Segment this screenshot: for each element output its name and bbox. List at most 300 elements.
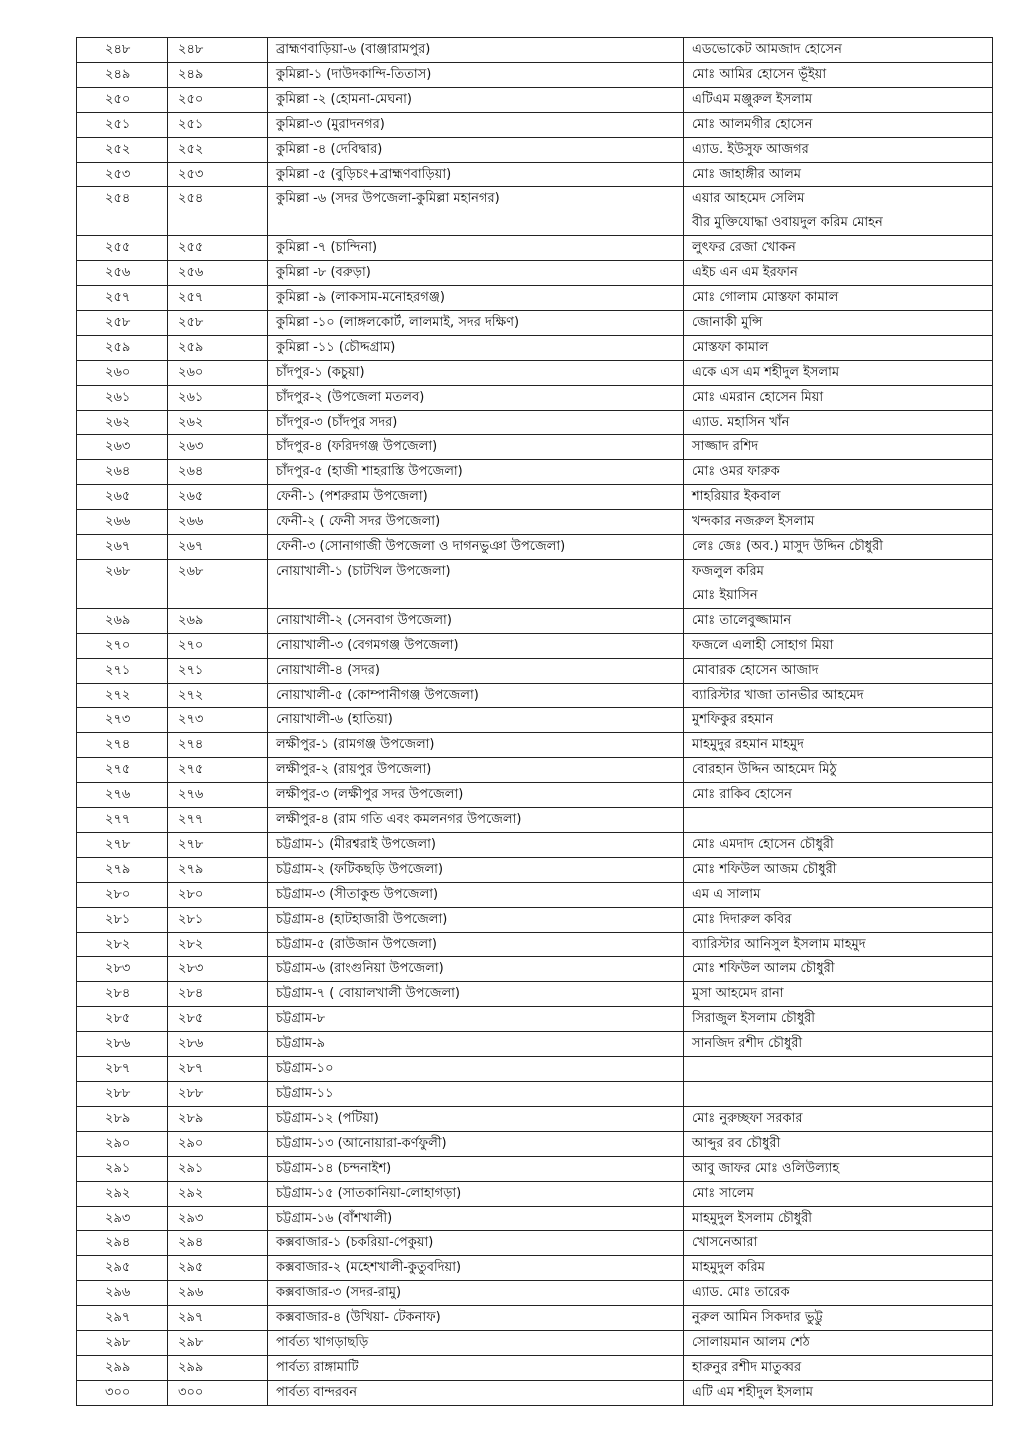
- constituency-cell: কক্সবাজার-১ (চকরিয়া-পেকুয়া): [268, 1231, 684, 1256]
- table-row: [77, 857, 993, 882]
- seat-number-cell: ২৬৫: [168, 485, 268, 510]
- table-row: [77, 658, 993, 683]
- table-row: [77, 1156, 993, 1181]
- constituency-cell: নোয়াখালী-৪ (সদর): [268, 658, 684, 683]
- table-row: [77, 783, 993, 808]
- seat-number-cell: ২৬৭: [168, 535, 268, 560]
- candidate-cell: [684, 1032, 993, 1057]
- table-row: [77, 1231, 993, 1256]
- candidate-name: এ্যাড. ইউসুফ আজগর: [692, 141, 809, 157]
- constituency-cell: কুমিল্লা -৮ (বরুড়া): [268, 261, 684, 286]
- seat-number-cell: ২৫১: [168, 112, 268, 137]
- seat-number-cell: ২৬৩: [168, 435, 268, 460]
- candidate-name: মোঃ ইয়াসিন: [692, 587, 758, 603]
- table-row: [77, 1082, 993, 1107]
- candidate-name: লেঃ জেঃ (অব.) মাসুদ উদ্দিন চৌধুরী: [692, 539, 883, 555]
- candidate-name: মোঃ শফিউল আলম চৌধুরী: [692, 961, 835, 977]
- constituency-cell: লক্ষীপুর-১ (রামগঞ্জ উপজেলা): [268, 733, 684, 758]
- candidate-name: মোঃ দিদারুল কবির: [692, 911, 792, 927]
- candidate-name: লুৎফর রেজা খোকন: [692, 240, 796, 256]
- constituency-cell: চট্টগ্রাম-৭ ( বোয়ালখালী উপজেলা): [268, 982, 684, 1007]
- seat-number-cell: ২৮২: [168, 932, 268, 957]
- serial-number-cell: ২৪৮: [77, 38, 168, 63]
- candidate-cell: [684, 1007, 993, 1032]
- constituency-cell: চট্টগ্রাম-৫ (রাউজান উপজেলা): [268, 932, 684, 957]
- serial-number-cell: ২৯২: [77, 1181, 168, 1206]
- seat-number-cell: ২৯৮: [168, 1331, 268, 1356]
- candidate-name: এ্যাড. মোঃ তারেক: [692, 1285, 790, 1301]
- table-row: [77, 510, 993, 535]
- table-row: [77, 982, 993, 1007]
- serial-number-cell: ২৫৫: [77, 236, 168, 261]
- candidate-cell: [684, 286, 993, 311]
- candidate-cell: [684, 435, 993, 460]
- candidate-cell: [684, 1206, 993, 1231]
- candidate-name: মোঃ আলমগীর হোসেন: [692, 116, 813, 132]
- serial-number-cell: ২৮১: [77, 907, 168, 932]
- candidate-name: খন্দকার নজরুল ইসলাম: [692, 514, 815, 530]
- constituency-cell: লক্ষীপুর-৩ (লক্ষীপুর সদর উপজেলা): [268, 783, 684, 808]
- constituency-cell: কুমিল্লা -১১ (চৌদ্দগ্রাম): [268, 335, 684, 360]
- table-row: [77, 1256, 993, 1281]
- candidate-name: ফজলে এলাহী সোহাগ মিয়া: [692, 637, 834, 653]
- seat-number-cell: ২৮৫: [168, 1007, 268, 1032]
- candidate-cell: [684, 708, 993, 733]
- candidate-name: একে এস এম শহীদুল ইসলাম: [692, 364, 840, 380]
- seat-number-cell: ২৫০: [168, 87, 268, 112]
- document-page: [76, 37, 992, 1406]
- seat-number-cell: ২৯৪: [168, 1231, 268, 1256]
- candidate-cell: [684, 187, 993, 236]
- table-row: [77, 435, 993, 460]
- candidate-name: মোঃ শফিউল আজম চৌধুরী: [692, 861, 837, 877]
- serial-number-cell: ২৭৮: [77, 832, 168, 857]
- candidate-cell: [684, 1131, 993, 1156]
- serial-number-cell: ২৫৯: [77, 335, 168, 360]
- constituency-cell: চাঁদপুর-১ (কচুয়া): [268, 360, 684, 385]
- candidate-name: সোলায়মান আলম শেঠ: [692, 1335, 810, 1351]
- candidate-name: মোঃ ওমর ফারুক: [692, 464, 780, 480]
- candidate-name: [692, 1082, 992, 1106]
- seat-number-cell: ২৬৯: [168, 608, 268, 633]
- candidate-name: মোঃ গোলাম মোস্তফা কামাল: [692, 290, 839, 306]
- table-row: [77, 236, 993, 261]
- serial-number-cell: ২৭৩: [77, 708, 168, 733]
- constituency-cell: চট্টগ্রাম-১৫ (সাতকানিয়া-লোহাগড়া): [268, 1181, 684, 1206]
- serial-number-cell: ২৬১: [77, 385, 168, 410]
- table-row: [77, 1331, 993, 1356]
- seat-number-cell: ২৫৪: [168, 187, 268, 236]
- seat-number-cell: ২৯৫: [168, 1256, 268, 1281]
- candidate-cell: [684, 783, 993, 808]
- constituency-cell: কুমিল্লা -৯ (লাকসাম-মনোহরগঞ্জ): [268, 286, 684, 311]
- constituency-cell: চাঁদপুর-৩ (চাঁদপুর সদর): [268, 410, 684, 435]
- serial-number-cell: ২৮৮: [77, 1082, 168, 1107]
- candidate-name: এ্যাড. মহাসিন খাঁন: [692, 414, 790, 430]
- candidate-name: মোঃ সালেম: [692, 1185, 754, 1201]
- candidate-name: এটি এম শহীদুল ইসলাম: [692, 1384, 813, 1400]
- candidate-cell: [684, 907, 993, 932]
- constituency-cell: নোয়াখালী-১ (চাটখিল উপজেলা): [268, 560, 684, 609]
- candidate-name: বীর মুক্তিযোদ্ধা ওবায়দুল করিম মোহন: [692, 215, 883, 231]
- seat-number-cell: ২৫২: [168, 137, 268, 162]
- table-row: [77, 633, 993, 658]
- candidate-cell: [684, 857, 993, 882]
- table-row: [77, 1206, 993, 1231]
- candidate-cell: [684, 1306, 993, 1331]
- serial-number-cell: ২৬৭: [77, 535, 168, 560]
- candidate-cell: [684, 410, 993, 435]
- serial-number-cell: ২৯৩: [77, 1206, 168, 1231]
- seat-number-cell: ২৪৮: [168, 38, 268, 63]
- candidate-cell: [684, 683, 993, 708]
- candidate-cell: [684, 1156, 993, 1181]
- constituency-cell: কুমিল্লা -৭ (চান্দিনা): [268, 236, 684, 261]
- serial-number-cell: ২৯০: [77, 1131, 168, 1156]
- serial-number-cell: ২৯১: [77, 1156, 168, 1181]
- table-row: [77, 832, 993, 857]
- seat-number-cell: ২৫৯: [168, 335, 268, 360]
- constituency-cell: পার্বত্য খাগড়াছড়ি: [268, 1331, 684, 1356]
- serial-number-cell: ২৫০: [77, 87, 168, 112]
- seat-number-cell: ২৫৮: [168, 310, 268, 335]
- constituency-cell: চট্টগ্রাম-৯: [268, 1032, 684, 1057]
- seat-number-cell: ২৯৬: [168, 1281, 268, 1306]
- candidate-cell: [684, 1231, 993, 1256]
- serial-number-cell: ২৫১: [77, 112, 168, 137]
- candidate-cell: [684, 957, 993, 982]
- constituency-cell: চাঁদপুর-৫ (হাজী শাহরাস্তি উপজেলা): [268, 460, 684, 485]
- table-row: [77, 286, 993, 311]
- serial-number-cell: ২৫৭: [77, 286, 168, 311]
- seat-number-cell: ২৮৯: [168, 1106, 268, 1131]
- table-row: [77, 137, 993, 162]
- constituency-cell: কুমিল্লা -১০ (লাঙ্গলকোর্ট, লালমাই, সদর দক্ষিণ): [268, 310, 684, 335]
- seat-number-cell: ২৬৪: [168, 460, 268, 485]
- seat-number-cell: ২৫৭: [168, 286, 268, 311]
- serial-number-cell: ২৯৪: [77, 1231, 168, 1256]
- constituency-cell: পার্বত্য বান্দরবন: [268, 1380, 684, 1405]
- constituency-cell: পার্বত্য রাঙ্গামাটি: [268, 1355, 684, 1380]
- constituency-cell: চট্টগ্রাম-১৬ (বাঁশখালী): [268, 1206, 684, 1231]
- serial-number-cell: ২৬৯: [77, 608, 168, 633]
- seat-number-cell: ২৮০: [168, 882, 268, 907]
- candidate-cell: [684, 832, 993, 857]
- constituency-cell: কুমিল্লা-১ (দাউদকান্দি-তিতাস): [268, 62, 684, 87]
- candidate-name: মুশফিকুর রহমান: [692, 712, 774, 728]
- constituency-cell: চট্টগ্রাম-৪ (হাটহাজারী উপজেলা): [268, 907, 684, 932]
- table-row: [77, 112, 993, 137]
- table-row: [77, 882, 993, 907]
- serial-number-cell: ২৭২: [77, 683, 168, 708]
- candidate-name: নুরুল আমিন সিকদার ভুট্টু: [692, 1310, 823, 1326]
- serial-number-cell: ২৮৩: [77, 957, 168, 982]
- candidate-name: এটিএম মঞ্জুরুল ইসলাম: [692, 91, 813, 107]
- candidate-cell: [684, 1106, 993, 1131]
- constituency-candidate-table: [76, 37, 993, 1406]
- table-row: [77, 1032, 993, 1057]
- constituency-cell: চট্টগ্রাম-১ (মীরশ্বরাই উপজেলা): [268, 832, 684, 857]
- table-row: [77, 1131, 993, 1156]
- candidate-cell: [684, 62, 993, 87]
- candidate-cell: [684, 733, 993, 758]
- seat-number-cell: ২৮৪: [168, 982, 268, 1007]
- seat-number-cell: ২৫৩: [168, 162, 268, 187]
- candidate-cell: [684, 1281, 993, 1306]
- candidate-cell: [684, 1380, 993, 1405]
- table-row: [77, 261, 993, 286]
- seat-number-cell: ২৭০: [168, 633, 268, 658]
- candidate-name: এডভোকেট আমজাদ হোসেন: [692, 42, 842, 57]
- candidate-name: মাহমুদুল করিম: [692, 1260, 765, 1276]
- candidate-cell: [684, 1256, 993, 1281]
- constituency-cell: চাঁদপুর-৪ (ফরিদগঞ্জ উপজেলা): [268, 435, 684, 460]
- constituency-cell: কুমিল্লা -৬ (সদর উপজেলা-কুমিল্লা মহানগর): [268, 187, 684, 236]
- table-row: [77, 560, 993, 609]
- seat-number-cell: ২৭৩: [168, 708, 268, 733]
- seat-number-cell: ২৬৬: [168, 510, 268, 535]
- candidate-name: মোঃ এমরান হোসেন মিয়া: [692, 389, 824, 405]
- serial-number-cell: ২৭৭: [77, 808, 168, 833]
- table-row: [77, 187, 993, 236]
- candidate-name: আব্দুর রব চৌধুরী: [692, 1135, 781, 1151]
- serial-number-cell: ২৯৫: [77, 1256, 168, 1281]
- constituency-cell: চট্টগ্রাম-২ (ফটিকছড়ি উপজেলা): [268, 857, 684, 882]
- candidate-name: মোঃ তালেবুজ্জামান: [692, 612, 792, 628]
- seat-number-cell: ২৬৮: [168, 560, 268, 609]
- constituency-cell: কক্সবাজার-৪ (উখিয়া- টেকনাফ): [268, 1306, 684, 1331]
- candidate-name: এম এ সালাম: [692, 886, 761, 902]
- table-row: [77, 385, 993, 410]
- seat-number-cell: ২৭৪: [168, 733, 268, 758]
- seat-number-cell: ২৯২: [168, 1181, 268, 1206]
- candidate-cell: [684, 261, 993, 286]
- constituency-cell: ব্রাহ্মণবাড়িয়া-৬ (বাঞ্জারামপুর): [268, 38, 684, 63]
- table-row: [77, 62, 993, 87]
- seat-number-cell: ২৫৫: [168, 236, 268, 261]
- seat-number-cell: ২৮৬: [168, 1032, 268, 1057]
- serial-number-cell: ২৮৬: [77, 1032, 168, 1057]
- serial-number-cell: ২৮২: [77, 932, 168, 957]
- candidate-name: শাহরিয়ার ইকবাল: [692, 489, 781, 505]
- table-row: [77, 535, 993, 560]
- seat-number-cell: ২৭৫: [168, 758, 268, 783]
- candidate-name: [692, 808, 992, 832]
- seat-number-cell: ২৯০: [168, 1131, 268, 1156]
- candidate-name: মোঃ নুরুচ্ছফা সরকার: [692, 1110, 803, 1126]
- serial-number-cell: ২৬২: [77, 410, 168, 435]
- candidate-name: মুসা আহমেদ রানা: [692, 986, 784, 1002]
- candidate-cell: [684, 608, 993, 633]
- constituency-cell: চট্টগ্রাম-১০: [268, 1057, 684, 1082]
- candidate-name: মোঃ এমদাদ হোসেন চৌধুরী: [692, 836, 834, 852]
- candidate-cell: [684, 982, 993, 1007]
- seat-number-cell: ২৬০: [168, 360, 268, 385]
- constituency-cell: কুমিল্লা-৩ (মুরাদনগর): [268, 112, 684, 137]
- serial-number-cell: ২৪৯: [77, 62, 168, 87]
- candidate-cell: [684, 360, 993, 385]
- candidate-name: সাজ্জাদ রশিদ: [692, 439, 759, 455]
- candidate-cell: [684, 932, 993, 957]
- candidate-name: হারুনুর রশীদ মাতুব্বর: [692, 1359, 802, 1375]
- table-row: [77, 1057, 993, 1082]
- table-row: [77, 708, 993, 733]
- candidate-name: সানজিদ রশীদ চৌধুরী: [692, 1036, 803, 1052]
- table-row: [77, 310, 993, 335]
- serial-number-cell: ২৬৫: [77, 485, 168, 510]
- constituency-cell: চট্টগ্রাম-১২ (পটিয়া): [268, 1106, 684, 1131]
- candidate-cell: [684, 460, 993, 485]
- candidate-name: ফজলুল করিম: [692, 564, 764, 579]
- constituency-cell: কক্সবাজার-৩ (সদর-রামু): [268, 1281, 684, 1306]
- seat-number-cell: ২৭১: [168, 658, 268, 683]
- serial-number-cell: ২৮৯: [77, 1106, 168, 1131]
- candidate-name: মোঃ জাহাঙ্গীর আলম: [692, 166, 802, 182]
- table-row: [77, 1106, 993, 1131]
- candidate-name: ব্যারিস্টার আনিসুল ইসলাম মাহমুদ: [692, 936, 866, 952]
- constituency-cell: নোয়াখালী-৫ (কোম্পানীগঞ্জ উপজেলা): [268, 683, 684, 708]
- constituency-cell: কক্সবাজার-২ (মহেশখালী-কুতুবদিয়া): [268, 1256, 684, 1281]
- constituency-cell: ফেনী-২ ( ফেনী সদর উপজেলা): [268, 510, 684, 535]
- candidate-cell: [684, 112, 993, 137]
- serial-number-cell: ২৬৮: [77, 560, 168, 609]
- serial-number-cell: ২৯৯: [77, 1355, 168, 1380]
- candidate-cell: [684, 335, 993, 360]
- serial-number-cell: ২৬০: [77, 360, 168, 385]
- candidate-name: মোস্তফা কামাল: [692, 339, 769, 355]
- constituency-cell: ফেনী-১ (পশরুরাম উপজেলা): [268, 485, 684, 510]
- candidate-cell: [684, 1057, 993, 1082]
- table-row: [77, 1007, 993, 1032]
- candidate-cell: [684, 658, 993, 683]
- serial-number-cell: ২৬৪: [77, 460, 168, 485]
- candidate-cell: [684, 137, 993, 162]
- seat-number-cell: ২৭৭: [168, 808, 268, 833]
- candidate-cell: [684, 236, 993, 261]
- table-row: [77, 460, 993, 485]
- candidate-name: বোরহান উদ্দিন আহমেদ মিঠু: [692, 762, 837, 778]
- constituency-cell: চট্টগ্রাম-৮: [268, 1007, 684, 1032]
- candidate-name: মাহমুদুর রহমান মাহমুদ: [692, 737, 804, 753]
- candidate-cell: [684, 535, 993, 560]
- serial-number-cell: ২৬৬: [77, 510, 168, 535]
- table-row: [77, 410, 993, 435]
- candidate-cell: [684, 1181, 993, 1206]
- seat-number-cell: ২৯১: [168, 1156, 268, 1181]
- constituency-cell: চট্টগ্রাম-১৩ (আনোয়ারা-কর্ণফুলী): [268, 1131, 684, 1156]
- serial-number-cell: ২৫৮: [77, 310, 168, 335]
- seat-number-cell: ২৭৮: [168, 832, 268, 857]
- serial-number-cell: ২৯৮: [77, 1331, 168, 1356]
- constituency-cell: কুমিল্লা -৪ (দেবিদ্বার): [268, 137, 684, 162]
- seat-number-cell: ২৮৭: [168, 1057, 268, 1082]
- seat-number-cell: ২৮৩: [168, 957, 268, 982]
- seat-number-cell: ২৪৯: [168, 62, 268, 87]
- seat-number-cell: ২৯৭: [168, 1306, 268, 1331]
- table-row: [77, 758, 993, 783]
- table-body: [77, 38, 993, 1406]
- constituency-cell: নোয়াখালী-৬ (হাতিয়া): [268, 708, 684, 733]
- constituency-cell: চট্টগ্রাম-১৪ (চন্দনাইশ): [268, 1156, 684, 1181]
- seat-number-cell: ২৭৬: [168, 783, 268, 808]
- candidate-name: সিরাজুল ইসলাম চৌধুরী: [692, 1011, 815, 1027]
- serial-number-cell: ২৯৭: [77, 1306, 168, 1331]
- constituency-cell: চট্টগ্রাম-৩ (সীতাকুন্ড উপজেলা): [268, 882, 684, 907]
- table-row: [77, 1306, 993, 1331]
- serial-number-cell: ২৫২: [77, 137, 168, 162]
- table-row: [77, 162, 993, 187]
- candidate-name: মাহমুদুল ইসলাম চৌধুরী: [692, 1210, 813, 1226]
- table-row: [77, 683, 993, 708]
- table-row: [77, 808, 993, 833]
- serial-number-cell: ২৮০: [77, 882, 168, 907]
- serial-number-cell: ২৭১: [77, 658, 168, 683]
- candidate-name: মোবারক হোসেন আজাদ: [692, 662, 819, 678]
- table-row: [77, 1355, 993, 1380]
- table-row: [77, 1181, 993, 1206]
- table-row: [77, 1281, 993, 1306]
- serial-number-cell: ২৭০: [77, 633, 168, 658]
- constituency-cell: ফেনী-৩ (সোনাগাজী উপজেলা ও দাগনভুঞা উপজেলা): [268, 535, 684, 560]
- serial-number-cell: ২৮৪: [77, 982, 168, 1007]
- seat-number-cell: ২৭৯: [168, 857, 268, 882]
- candidate-cell: [684, 633, 993, 658]
- seat-number-cell: ২৬১: [168, 385, 268, 410]
- table-row: [77, 360, 993, 385]
- candidate-name: আবু জাফর মোঃ ওলিউল্যাহ: [692, 1160, 840, 1176]
- constituency-cell: কুমিল্লা -২ (হোমনা-মেঘনা): [268, 87, 684, 112]
- candidate-cell: [684, 758, 993, 783]
- candidate-cell: [684, 882, 993, 907]
- constituency-cell: চাঁদপুর-২ (উপজেলা মতলব): [268, 385, 684, 410]
- constituency-cell: লক্ষীপুর-২ (রায়পুর উপজেলা): [268, 758, 684, 783]
- table-row: [77, 485, 993, 510]
- seat-number-cell: ২৮১: [168, 907, 268, 932]
- serial-number-cell: ২৬৩: [77, 435, 168, 460]
- table-row: [77, 907, 993, 932]
- candidate-cell: [684, 1355, 993, 1380]
- table-row: [77, 1380, 993, 1405]
- serial-number-cell: ২৭৫: [77, 758, 168, 783]
- table-row: [77, 608, 993, 633]
- candidate-name: এইচ এন এম ইরফান: [692, 265, 798, 281]
- table-row: [77, 932, 993, 957]
- seat-number-cell: ৩০০: [168, 1380, 268, 1405]
- candidate-cell: [684, 162, 993, 187]
- serial-number-cell: ২৭৬: [77, 783, 168, 808]
- serial-number-cell: ২৫৩: [77, 162, 168, 187]
- constituency-cell: নোয়াখালী-২ (সেনবাগ উপজেলা): [268, 608, 684, 633]
- constituency-cell: কুমিল্লা -৫ (বুড়িচং+ব্রাহ্মণবাড়িয়া): [268, 162, 684, 187]
- seat-number-cell: ২৮৮: [168, 1082, 268, 1107]
- candidate-name: জোনাকী মুন্সি: [692, 314, 763, 330]
- candidate-cell: [684, 385, 993, 410]
- candidate-name: খোসনেআরা: [692, 1235, 758, 1251]
- serial-number-cell: ২৮৫: [77, 1007, 168, 1032]
- serial-number-cell: ২৭৯: [77, 857, 168, 882]
- candidate-cell: [684, 510, 993, 535]
- candidate-cell: [684, 1082, 993, 1107]
- serial-number-cell: ২৫৪: [77, 187, 168, 236]
- candidate-cell: [684, 485, 993, 510]
- candidate-name: এয়ার আহমেদ সেলিম: [692, 191, 805, 207]
- candidate-name: [692, 1057, 992, 1081]
- candidate-cell: [684, 1331, 993, 1356]
- serial-number-cell: ২৯৬: [77, 1281, 168, 1306]
- table-row: [77, 733, 993, 758]
- table-row: [77, 38, 993, 63]
- candidate-cell: [684, 808, 993, 833]
